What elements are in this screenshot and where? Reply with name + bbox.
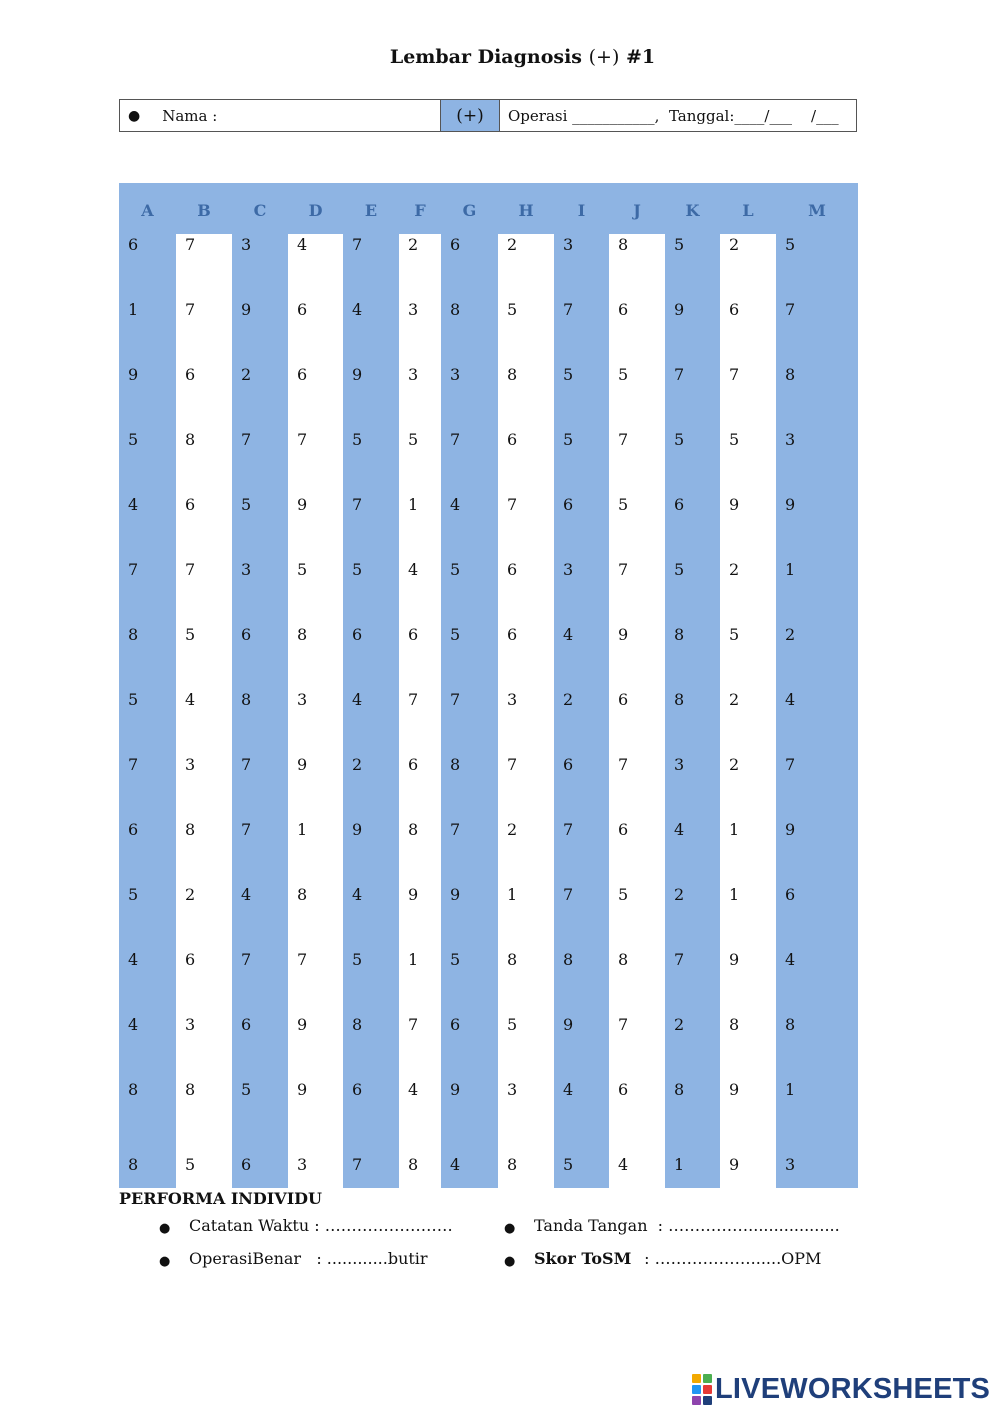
- grid-cell: 6: [618, 820, 629, 839]
- operation-symbol: (+): [456, 105, 484, 126]
- logo-icon: [692, 1374, 712, 1405]
- grid-cell: 7: [618, 430, 629, 449]
- grid-cell: 6: [185, 495, 196, 514]
- grid-cell: 9: [297, 1080, 308, 1099]
- grid-cell: 8: [128, 1155, 139, 1174]
- grid-cell: 7: [729, 365, 740, 384]
- grid-cell: 3: [563, 235, 574, 254]
- bullet-icon: ●: [504, 1254, 516, 1269]
- grid-cell: 9: [729, 1155, 740, 1174]
- grid-cell: 8: [450, 300, 461, 319]
- grid-cell: 8: [507, 1155, 518, 1174]
- title-text: Lembar Diagnosis: [389, 46, 583, 68]
- grid-cell: 9: [785, 495, 796, 514]
- grid-cell: 8: [674, 625, 685, 644]
- column-band-c: [232, 183, 288, 1188]
- grid-cell: 9: [297, 755, 308, 774]
- grid-cell: 5: [241, 495, 252, 514]
- grid-cell: 5: [563, 430, 574, 449]
- page-title: [0, 46, 1000, 68]
- grid-cell: 4: [563, 625, 574, 644]
- grid-cell: 7: [241, 755, 252, 774]
- grid-cell: 6: [618, 1080, 629, 1099]
- grid-cell: 7: [618, 755, 629, 774]
- grid-cell: 1: [785, 560, 796, 579]
- grid-cell: 3: [241, 235, 252, 254]
- grid-cell: 3: [241, 560, 252, 579]
- grid-cell: 4: [128, 950, 139, 969]
- bullet-icon: ●: [128, 107, 141, 124]
- score-label: Skor ToSM: [534, 1249, 632, 1268]
- grid-cell: 8: [241, 690, 252, 709]
- grid-cell: 5: [352, 950, 363, 969]
- grid-cell: 5: [241, 1080, 252, 1099]
- grid-cell: 9: [297, 1015, 308, 1034]
- grid-cell: 7: [241, 950, 252, 969]
- column-header-a: A: [141, 201, 154, 220]
- number-grid: [119, 183, 858, 1188]
- grid-cell: 8: [507, 950, 518, 969]
- grid-cell: 4: [352, 690, 363, 709]
- grid-cell: 7: [618, 560, 629, 579]
- grid-cell: 3: [507, 690, 518, 709]
- grid-cell: 7: [185, 300, 196, 319]
- grid-cell: 8: [185, 430, 196, 449]
- grid-cell: 5: [352, 560, 363, 579]
- grid-cell: 5: [507, 300, 518, 319]
- column-header-j: J: [633, 201, 641, 220]
- grid-cell: 6: [241, 1015, 252, 1034]
- grid-cell: 6: [128, 820, 139, 839]
- grid-cell: 2: [563, 690, 574, 709]
- grid-cell: 1: [507, 885, 518, 904]
- grid-cell: 3: [408, 365, 419, 384]
- bullet-icon: ●: [504, 1221, 516, 1236]
- grid-cell: 5: [729, 430, 740, 449]
- grid-cell: 8: [507, 365, 518, 384]
- grid-cell: 8: [297, 885, 308, 904]
- grid-cell: 7: [352, 1155, 363, 1174]
- grid-cell: 4: [618, 1155, 629, 1174]
- grid-cell: 9: [128, 365, 139, 384]
- grid-cell: 2: [674, 1015, 685, 1034]
- grid-cell: 3: [408, 300, 419, 319]
- grid-cell: 4: [785, 690, 796, 709]
- grid-cell: 4: [674, 820, 685, 839]
- grid-cell: 4: [450, 495, 461, 514]
- grid-cell: 6: [450, 235, 461, 254]
- grid-cell: 3: [185, 1015, 196, 1034]
- grid-cell: 5: [297, 560, 308, 579]
- operation-symbol-cell: [441, 100, 500, 131]
- title-number: #1: [626, 46, 656, 68]
- grid-cell: 6: [450, 1015, 461, 1034]
- grid-cell: 9: [785, 820, 796, 839]
- grid-cell: 9: [352, 820, 363, 839]
- grid-cell: 6: [297, 300, 308, 319]
- column-band-m: [776, 183, 858, 1188]
- grid-cell: 4: [408, 560, 419, 579]
- grid-cell: 9: [563, 1015, 574, 1034]
- grid-cell: 4: [241, 885, 252, 904]
- grid-cell: 7: [241, 430, 252, 449]
- signature-field[interactable]: Tanda Tangan : ……………..................: [534, 1216, 840, 1235]
- grid-cell: 8: [185, 1080, 196, 1099]
- grid-cell: 1: [729, 820, 740, 839]
- grid-cell: 5: [507, 1015, 518, 1034]
- grid-cell: 2: [352, 755, 363, 774]
- grid-cell: 8: [674, 690, 685, 709]
- grid-cell: 7: [674, 365, 685, 384]
- column-band-g: [441, 183, 498, 1188]
- grid-cell: 7: [185, 560, 196, 579]
- grid-cell: 6: [618, 300, 629, 319]
- grid-cell: 8: [674, 1080, 685, 1099]
- grid-cell: 9: [729, 1080, 740, 1099]
- grid-cell: 5: [128, 430, 139, 449]
- grid-cell: 1: [408, 495, 419, 514]
- column-band-e: [343, 183, 399, 1188]
- grid-cell: 4: [185, 690, 196, 709]
- grid-cell: 7: [297, 950, 308, 969]
- column-header-l: L: [742, 201, 754, 220]
- grid-cell: 4: [297, 235, 308, 254]
- grid-cell: 7: [785, 300, 796, 319]
- grid-cell: 5: [408, 430, 419, 449]
- grid-cell: 7: [297, 430, 308, 449]
- grid-cell: 2: [507, 235, 518, 254]
- grid-cell: 4: [352, 885, 363, 904]
- grid-cell: 4: [563, 1080, 574, 1099]
- grid-cell: 7: [408, 1015, 419, 1034]
- column-band-i: [554, 183, 609, 1188]
- grid-cell: 3: [674, 755, 685, 774]
- liveworksheets-logo: [692, 1373, 990, 1406]
- grid-cell: 9: [352, 365, 363, 384]
- grid-cell: 6: [507, 430, 518, 449]
- grid-cell: 4: [352, 300, 363, 319]
- grid-cell: 2: [729, 755, 740, 774]
- logo-text: LIVEWORKSHEETS: [715, 1373, 991, 1405]
- grid-cell: 5: [674, 235, 685, 254]
- grid-cell: 9: [408, 885, 419, 904]
- grid-cell: 6: [241, 1155, 252, 1174]
- grid-cell: 8: [618, 235, 629, 254]
- grid-cell: 2: [408, 235, 419, 254]
- column-header-k: K: [685, 201, 700, 220]
- grid-cell: 6: [128, 235, 139, 254]
- grid-cell: 6: [408, 625, 419, 644]
- grid-cell: 1: [128, 300, 139, 319]
- grid-cell: 7: [352, 495, 363, 514]
- grid-cell: 1: [674, 1155, 685, 1174]
- grid-cell: 7: [563, 300, 574, 319]
- grid-cell: 8: [297, 625, 308, 644]
- grid-cell: 4: [785, 950, 796, 969]
- grid-cell: 6: [352, 625, 363, 644]
- grid-cell: 9: [241, 300, 252, 319]
- grid-cell: 4: [128, 1015, 139, 1034]
- grid-cell: 7: [507, 755, 518, 774]
- bullet-icon: ●: [159, 1254, 171, 1269]
- grid-cell: 7: [563, 885, 574, 904]
- grid-cell: 6: [507, 560, 518, 579]
- grid-cell: 9: [729, 950, 740, 969]
- grid-cell: 8: [785, 1015, 796, 1034]
- grid-cell: 5: [185, 625, 196, 644]
- name-label: Nama :: [162, 106, 218, 125]
- grid-cell: 5: [128, 690, 139, 709]
- grid-cell: 7: [450, 820, 461, 839]
- grid-cell: 7: [618, 1015, 629, 1034]
- grid-cell: 7: [674, 950, 685, 969]
- name-cell[interactable]: [120, 100, 441, 131]
- grid-cell: 6: [352, 1080, 363, 1099]
- grid-cell: 8: [729, 1015, 740, 1034]
- grid-cell: 7: [563, 820, 574, 839]
- grid-cell: 6: [507, 625, 518, 644]
- grid-cell: 1: [729, 885, 740, 904]
- grid-cell: 2: [507, 820, 518, 839]
- grid-cell: 7: [185, 235, 196, 254]
- grid-cell: 7: [450, 430, 461, 449]
- grid-cell: 8: [185, 820, 196, 839]
- grid-cell: 7: [128, 560, 139, 579]
- grid-cell: 8: [618, 950, 629, 969]
- grid-cell: 8: [563, 950, 574, 969]
- info-box: [119, 99, 857, 132]
- grid-cell: 5: [352, 430, 363, 449]
- grid-cell: 2: [729, 560, 740, 579]
- grid-cell: 7: [785, 755, 796, 774]
- column-header-i: I: [577, 201, 586, 220]
- grid-cell: 5: [674, 560, 685, 579]
- column-header-b: B: [197, 201, 211, 220]
- grid-cell: 5: [618, 495, 629, 514]
- grid-cell: 5: [185, 1155, 196, 1174]
- grid-cell: 5: [450, 950, 461, 969]
- grid-cell: 5: [128, 885, 139, 904]
- grid-cell: 1: [785, 1080, 796, 1099]
- grid-cell: 7: [408, 690, 419, 709]
- grid-cell: 9: [674, 300, 685, 319]
- grid-cell: 7: [450, 690, 461, 709]
- column-band-k: [665, 183, 720, 1188]
- grid-cell: 3: [450, 365, 461, 384]
- grid-cell: 9: [450, 1080, 461, 1099]
- grid-cell: 3: [563, 560, 574, 579]
- column-band-a: [119, 183, 176, 1188]
- operation-date-label: Operasi ___________, Tanggal:____/___ /___: [508, 106, 839, 125]
- grid-cell: 5: [674, 430, 685, 449]
- time-record-field[interactable]: Catatan Waktu : ……………………: [189, 1216, 453, 1235]
- grid-cell: 8: [352, 1015, 363, 1034]
- grid-cell: 7: [352, 235, 363, 254]
- grid-cell: 5: [618, 365, 629, 384]
- grid-cell: 3: [785, 1155, 796, 1174]
- grid-cell: 9: [618, 625, 629, 644]
- grid-cell: 3: [507, 1080, 518, 1099]
- grid-cell: 4: [408, 1080, 419, 1099]
- column-header-g: G: [462, 201, 477, 220]
- grid-cell: 5: [729, 625, 740, 644]
- operation-date-cell[interactable]: [500, 100, 856, 131]
- grid-cell: 1: [297, 820, 308, 839]
- grid-cell: 6: [618, 690, 629, 709]
- grid-cell: 6: [297, 365, 308, 384]
- grid-cell: 4: [450, 1155, 461, 1174]
- bullet-icon: ●: [159, 1221, 171, 1236]
- grid-cell: 3: [185, 755, 196, 774]
- grid-cell: 5: [785, 235, 796, 254]
- grid-cell: 8: [408, 820, 419, 839]
- grid-cell: 9: [729, 495, 740, 514]
- correct-operations-field[interactable]: OperasiBenar : ............butir: [189, 1249, 428, 1268]
- grid-cell: 2: [674, 885, 685, 904]
- grid-cell: 8: [785, 365, 796, 384]
- grid-cell: 1: [408, 950, 419, 969]
- grid-cell: 5: [618, 885, 629, 904]
- grid-cell: 8: [128, 625, 139, 644]
- grid-cell: 3: [297, 690, 308, 709]
- grid-cell: 5: [450, 625, 461, 644]
- grid-cell: 2: [729, 235, 740, 254]
- grid-cell: 2: [785, 625, 796, 644]
- grid-cell: 6: [563, 755, 574, 774]
- column-header-h: H: [518, 201, 534, 220]
- performance-title: PERFORMA INDIVIDU: [119, 1189, 323, 1208]
- column-header-e: E: [364, 201, 378, 220]
- grid-cell: 4: [128, 495, 139, 514]
- column-header-m: M: [808, 201, 826, 220]
- grid-cell: 2: [729, 690, 740, 709]
- grid-cell: 6: [408, 755, 419, 774]
- grid-cell: 6: [674, 495, 685, 514]
- grid-cell: 2: [185, 885, 196, 904]
- grid-cell: 7: [128, 755, 139, 774]
- grid-cell: 3: [785, 430, 796, 449]
- grid-cell: 8: [450, 755, 461, 774]
- grid-cell: 7: [241, 820, 252, 839]
- grid-cell: 5: [563, 365, 574, 384]
- grid-cell: 7: [507, 495, 518, 514]
- grid-cell: 2: [241, 365, 252, 384]
- grid-cell: 5: [563, 1155, 574, 1174]
- grid-cell: 9: [450, 885, 461, 904]
- column-header-c: C: [253, 201, 267, 220]
- grid-cell: 6: [185, 365, 196, 384]
- title-operation: (+): [588, 46, 620, 68]
- score-field[interactable]: : ………………......OPM: [634, 1249, 822, 1268]
- grid-cell: 6: [185, 950, 196, 969]
- grid-cell: 3: [297, 1155, 308, 1174]
- grid-cell: 6: [729, 300, 740, 319]
- grid-cell: 6: [563, 495, 574, 514]
- column-header-f: F: [414, 201, 426, 220]
- grid-cell: 8: [408, 1155, 419, 1174]
- column-header-d: D: [308, 201, 323, 220]
- grid-cell: 5: [450, 560, 461, 579]
- grid-cell: 8: [128, 1080, 139, 1099]
- grid-cell: 6: [241, 625, 252, 644]
- grid-cell: 6: [785, 885, 796, 904]
- grid-cell: 9: [297, 495, 308, 514]
